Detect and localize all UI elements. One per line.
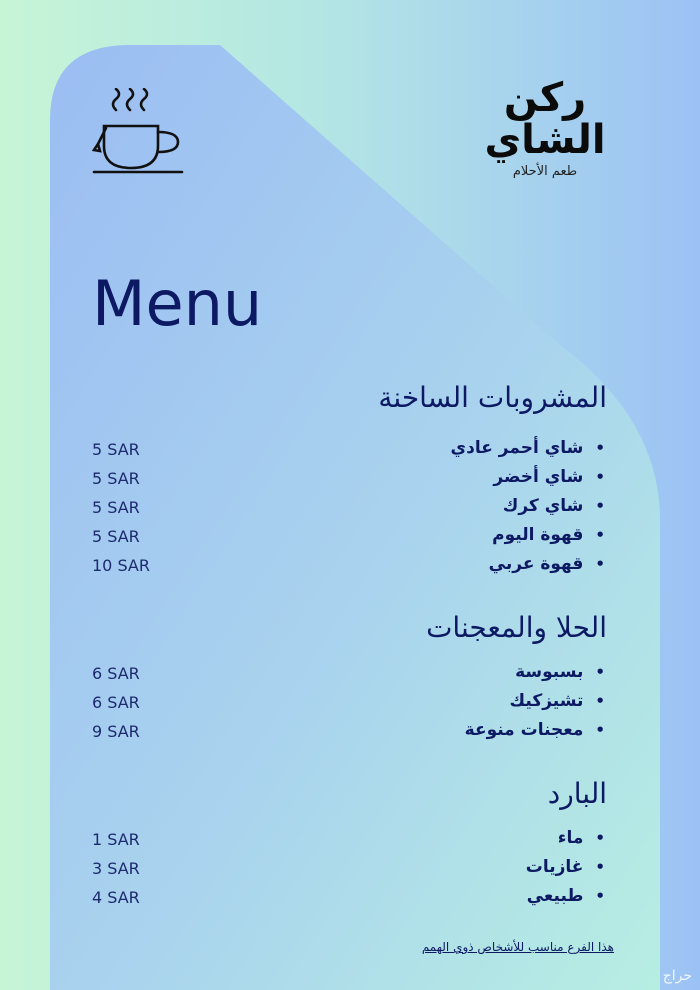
bullet-icon: • xyxy=(595,526,605,544)
item-name: بسبوسة xyxy=(515,662,584,682)
bullet-icon: • xyxy=(595,555,605,573)
logo-line-1: ركن xyxy=(503,75,587,121)
bullet-icon: • xyxy=(595,858,605,876)
menu-title: Menu xyxy=(92,267,263,340)
menu-item xyxy=(92,496,605,522)
item-name: معجنات منوعة xyxy=(464,720,584,740)
item-name: ماء xyxy=(557,828,584,848)
menu-item xyxy=(92,554,605,580)
item-price: 9 SAR xyxy=(92,722,140,741)
item-name: قهوة عربي xyxy=(488,554,584,574)
logo-line-2: الشاي xyxy=(484,117,606,163)
item-price: 6 SAR xyxy=(92,664,140,683)
item-price: 3 SAR xyxy=(92,859,140,878)
menu-item xyxy=(92,691,605,717)
item-name: قهوة اليوم xyxy=(492,525,584,545)
bullet-icon: • xyxy=(595,663,605,681)
bullet-icon: • xyxy=(595,721,605,739)
bullet-icon: • xyxy=(595,497,605,515)
item-price: 5 SAR xyxy=(92,469,140,488)
bullet-icon: • xyxy=(595,829,605,847)
section-title-hot-drinks: المشروبات الساخنة xyxy=(378,381,607,414)
item-name: غازيات xyxy=(525,857,584,877)
logo-tagline: طعم الأحلام xyxy=(512,164,578,179)
brand-logo xyxy=(470,75,620,179)
menu-item xyxy=(92,525,605,551)
item-name: شاي أخضر xyxy=(493,467,584,487)
menu-item xyxy=(92,828,605,854)
item-name: شاي كرك xyxy=(502,496,584,516)
item-price: 5 SAR xyxy=(92,498,140,517)
item-price: 10 SAR xyxy=(92,556,150,575)
item-price: 5 SAR xyxy=(92,440,140,459)
bullet-icon: • xyxy=(595,692,605,710)
accessibility-note: هذا الفرع مناسب للأشخاص ذوي الهمم xyxy=(421,940,614,954)
menu-item xyxy=(92,467,605,493)
bullet-icon: • xyxy=(595,439,605,457)
item-name: شاي أحمر عادي xyxy=(450,438,584,458)
section-title-cold: البارد xyxy=(547,777,607,810)
menu-item xyxy=(92,886,605,912)
item-price: 1 SAR xyxy=(92,830,140,849)
bullet-icon: • xyxy=(595,468,605,486)
menu-item xyxy=(92,662,605,688)
section-title-desserts: الحلا والمعجنات xyxy=(426,611,607,644)
item-name: طبيعي xyxy=(526,886,584,906)
menu-item xyxy=(92,857,605,883)
bullet-icon: • xyxy=(595,887,605,905)
menu-item xyxy=(92,438,605,464)
watermark: حراج xyxy=(662,968,692,984)
item-name: تشيزكيك xyxy=(509,691,584,711)
item-price: 4 SAR xyxy=(92,888,140,907)
menu-item xyxy=(92,720,605,746)
coffee-cup-icon xyxy=(92,88,187,183)
item-price: 6 SAR xyxy=(92,693,140,712)
item-price: 5 SAR xyxy=(92,527,140,546)
